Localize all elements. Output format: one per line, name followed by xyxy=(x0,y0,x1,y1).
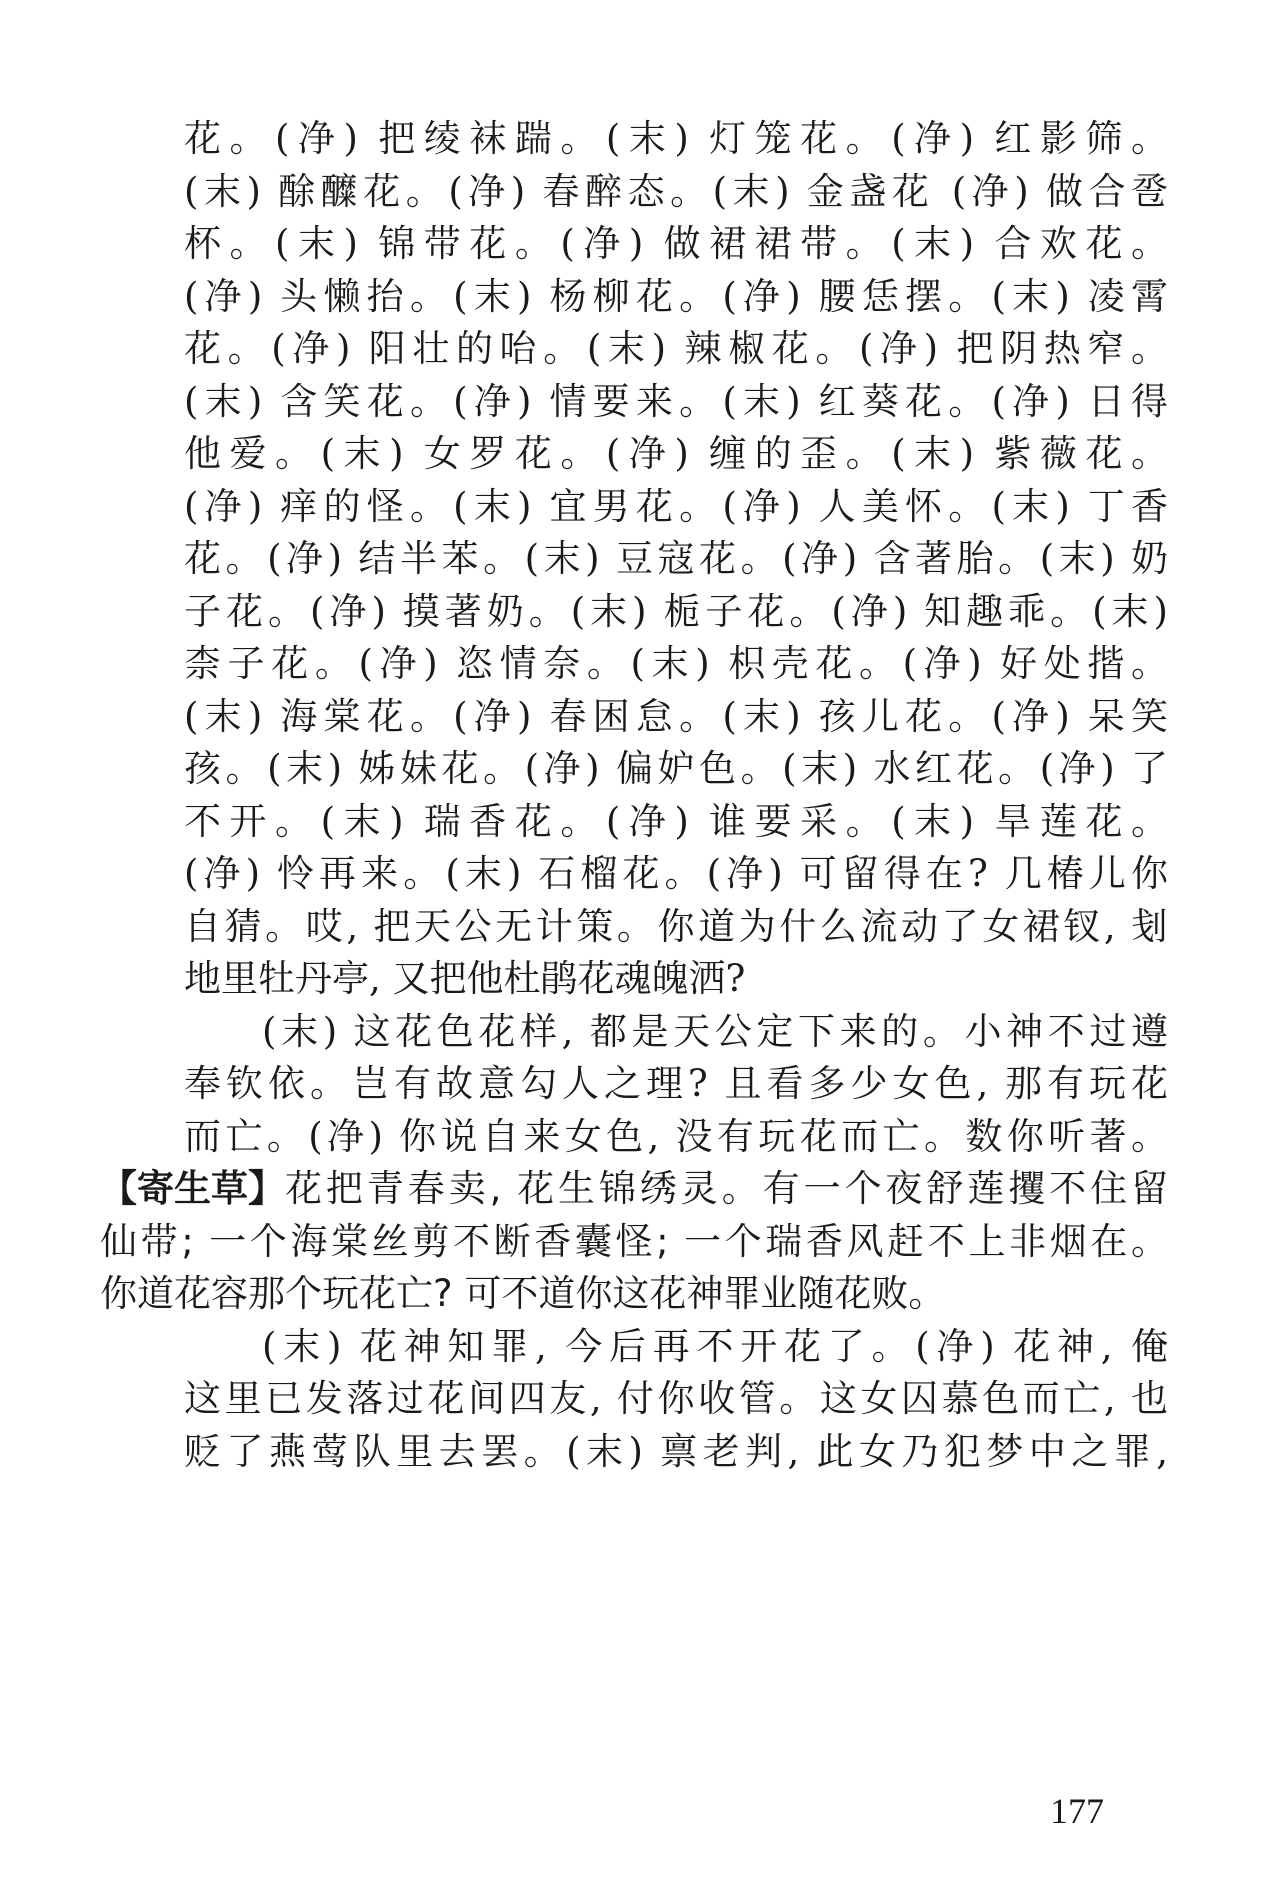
text-line: 地里牡丹亭, 又把他杜鹃花魂魄洒? xyxy=(184,957,746,1000)
text-line: 花。(净) 结半苯。(末) 豆寇花。(净) 含著胎。(末) 奶 xyxy=(184,537,1168,580)
page-number: 177 xyxy=(1050,1791,1104,1831)
text-line: 孩。(末) 姊妹花。(净) 偏妒色。(末) 水红花。(净) 了 xyxy=(184,747,1168,790)
text-line: 子花。(净) 摸著奶。(末) 栀子花。(净) 知趣乖。(末) xyxy=(184,590,1168,633)
text-line: (净) 头懒抬。(末) 杨柳花。(净) 腰恁摆。(末) 凌霄 xyxy=(184,275,1168,318)
text-line: 自猜。哎, 把天公无计策。你道为什么流动了女裙钗, 刬 xyxy=(184,905,1168,948)
text-line: 柰子花。(净) 恣情奈。(末) 枳壳花。(净) 好处揩。 xyxy=(184,642,1168,685)
text-line: 奉钦依。岂有故意勾人之理? 且看多少女色, 那有玩花 xyxy=(184,1062,1168,1105)
text-line: (末) 这花色花样, 都是天公定下来的。小神不过遵 xyxy=(262,1010,1168,1053)
text-line: 不开。(末) 瑞香花。(净) 谁要采。(末) 旱莲花。 xyxy=(184,800,1168,843)
text-line: 贬了燕莺队里去罢。(末) 禀老判, 此女乃犯梦中之罪, xyxy=(184,1430,1168,1473)
text-line: 杯。(末) 锦带花。(净) 做裙裙带。(末) 合欢花。 xyxy=(184,222,1168,265)
text-line: (末) 花神知罪, 今后再不开花了。(净) 花神, 俺 xyxy=(262,1325,1168,1368)
tune-name: 【寄生草】 xyxy=(100,1167,285,1210)
text-line: (净) 怜再来。(末) 石榴花。(净) 可留得在? 几椿儿你 xyxy=(184,852,1168,895)
text-line: (末) 含笑花。(净) 情要来。(末) 红葵花。(净) 日得 xyxy=(184,380,1168,423)
text-line: 花。(净) 阳壮的咍。(末) 辣椒花。(净) 把阴热窄。 xyxy=(184,327,1168,370)
text-line: 而亡。(净) 你说自来女色, 没有玩花而亡。数你听著。 xyxy=(184,1115,1168,1158)
text-line: 这里已发落过花间四友, 付你收管。这女囚慕色而亡, 也 xyxy=(184,1377,1168,1420)
lyric-text: 花把青春卖, 花生锦绣灵。有一个夜舒莲攫不住留 xyxy=(285,1167,1168,1210)
text-line: (末) 酴醾花。(净) 春醉态。(末) 金盏花 (净) 做合卺 xyxy=(184,170,1168,213)
lyric-line: 你道花容那个玩花亡? 可不道你这花神罪业随花败。 xyxy=(100,1272,946,1315)
text-line: 花。(净) 把绫袜踹。(末) 灯笼花。(净) 红影筛。 xyxy=(184,117,1168,160)
lyric-line: 仙带; 一个海棠丝剪不断香囊怪; 一个瑞香风赶不上非烟在。 xyxy=(100,1220,1168,1263)
text-line: (末) 海棠花。(净) 春困怠。(末) 孩儿花。(净) 呆笑 xyxy=(184,695,1168,738)
text-line: (净) 痒的怪。(末) 宜男花。(净) 人美怀。(末) 丁香 xyxy=(184,485,1168,528)
text-line: 他爱。(末) 女罗花。(净) 缠的歪。(末) 紫薇花。 xyxy=(184,432,1168,475)
